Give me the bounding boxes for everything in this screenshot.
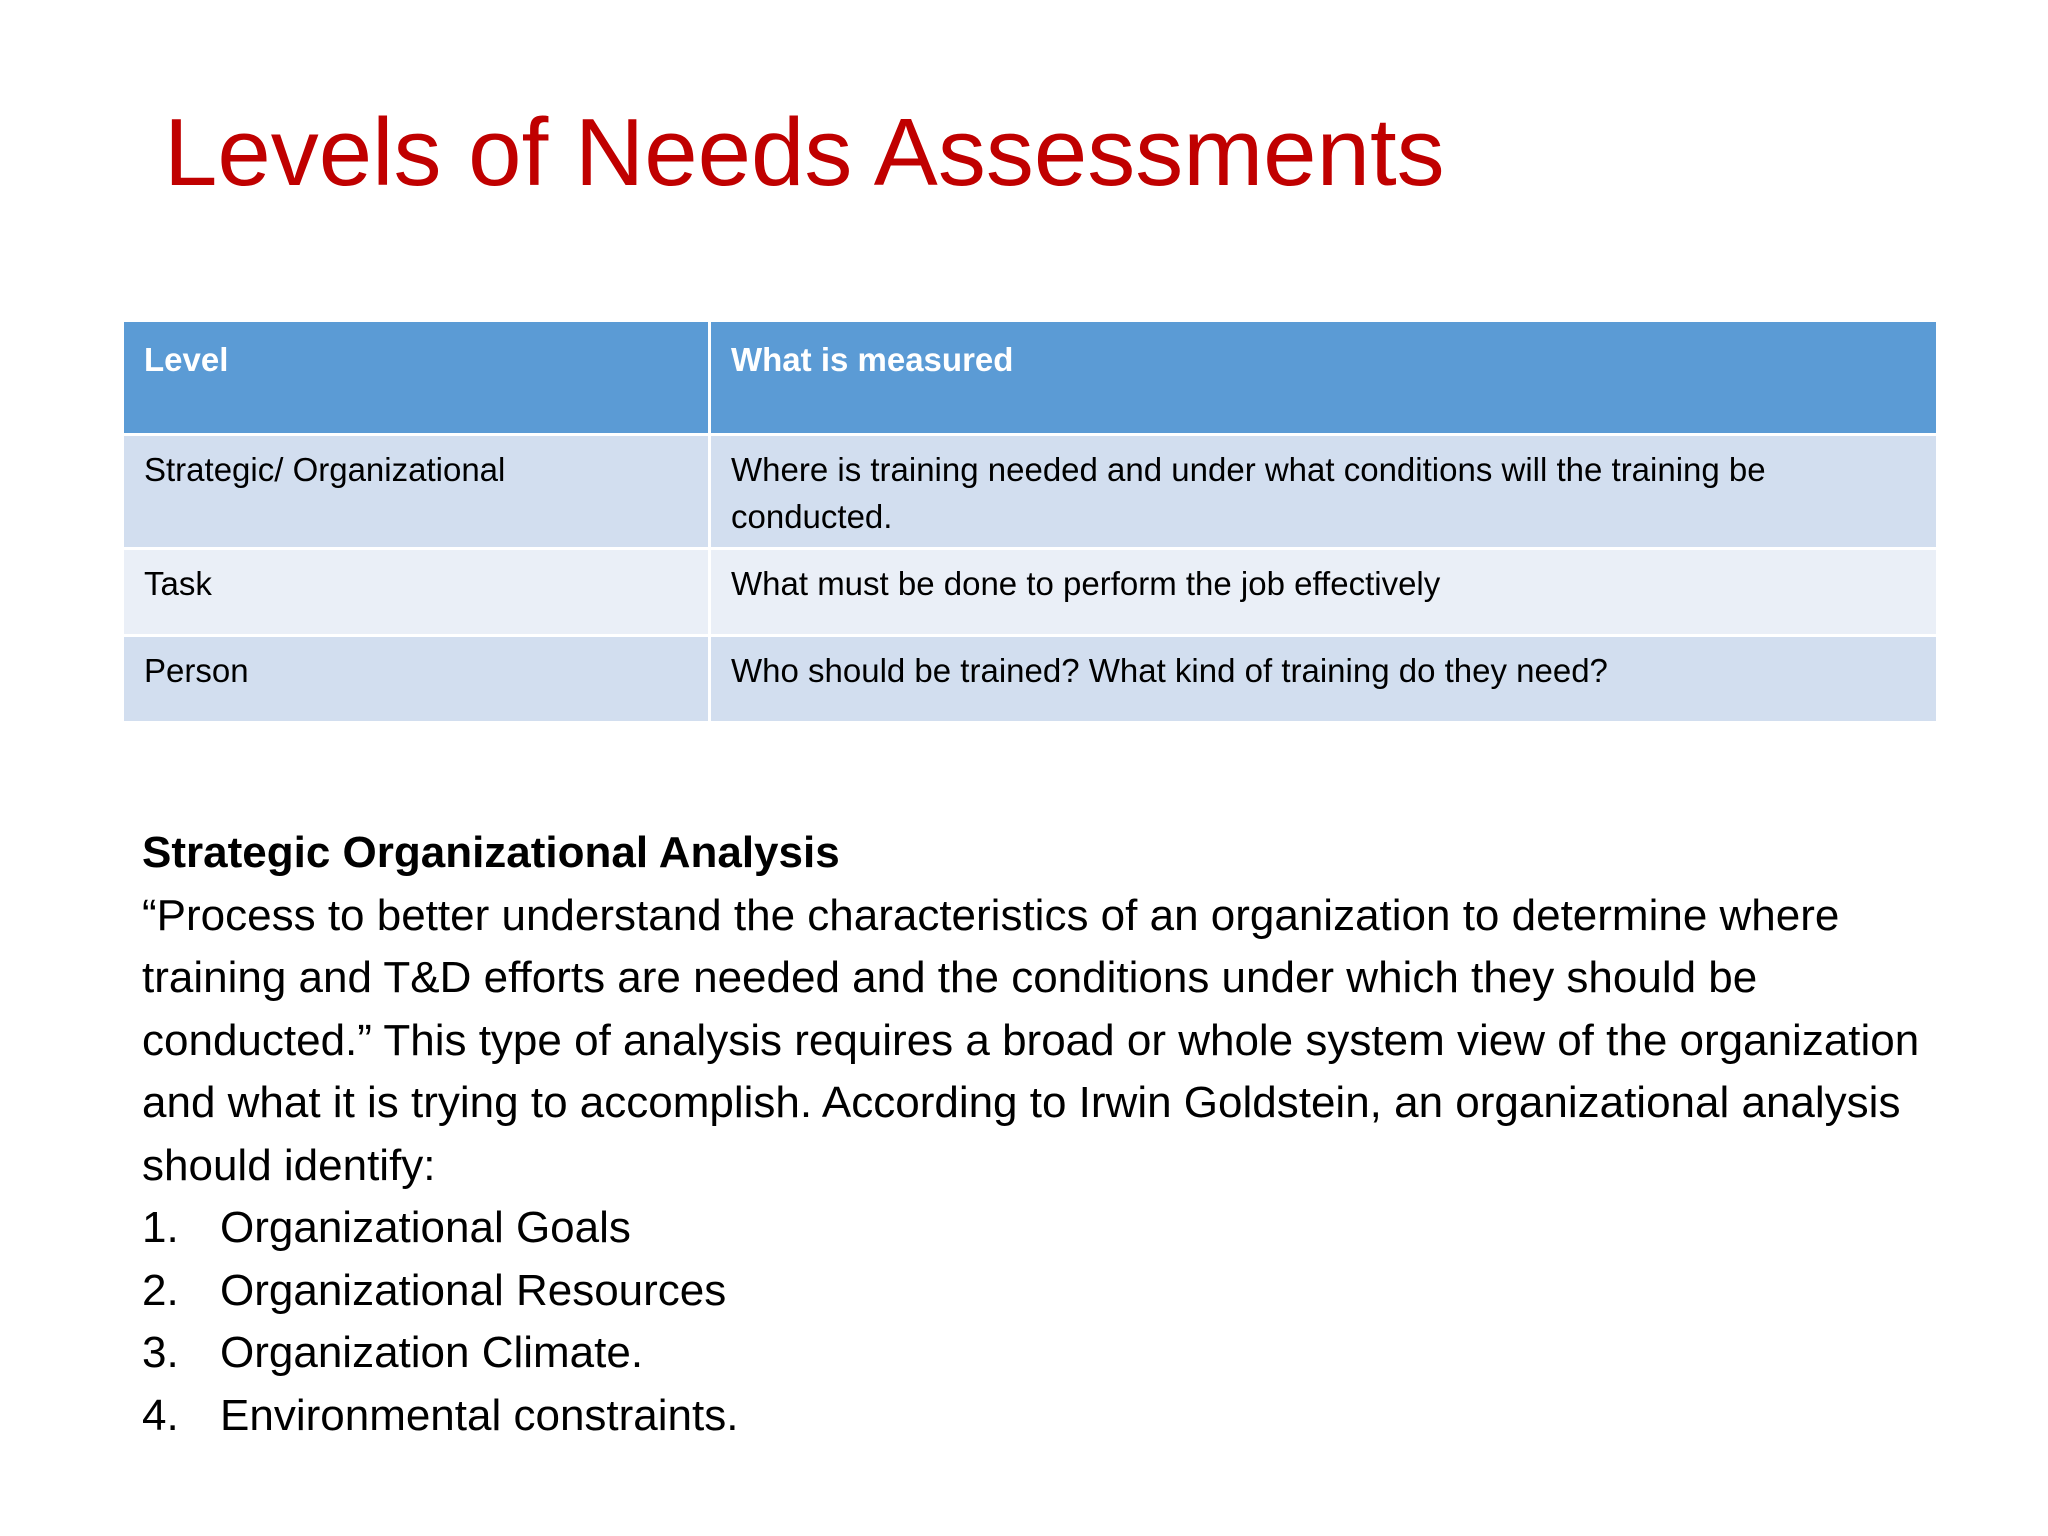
list-text: Organization Climate. xyxy=(220,1328,644,1377)
list-number: 1. xyxy=(142,1203,179,1252)
list-text: Organizational Goals xyxy=(220,1203,631,1252)
table-header-row xyxy=(123,321,1938,435)
list-text: Environmental constraints. xyxy=(220,1390,739,1440)
list-item xyxy=(142,1197,1942,1260)
needs-levels-table xyxy=(121,319,1939,724)
list-item xyxy=(142,1385,1942,1448)
list-item xyxy=(142,1322,1942,1385)
cell-level: Task xyxy=(123,549,710,636)
list-number: 4. xyxy=(142,1390,179,1440)
header-level: Level xyxy=(123,321,710,435)
list-item xyxy=(142,1260,1942,1323)
header-what-is-measured: What is measured xyxy=(710,321,1938,435)
analysis-heading: Strategic Organizational Analysis xyxy=(142,828,840,877)
table-row xyxy=(123,549,1938,636)
cell-measured: Who should be trained? What kind of training do they need? xyxy=(710,636,1938,723)
slide-title: Levels of Needs Assessments xyxy=(164,99,1445,206)
analysis-section xyxy=(142,822,1942,1447)
list-number: 3. xyxy=(142,1328,179,1377)
table-row xyxy=(123,435,1938,549)
cell-measured: What must be done to perform the job effectively xyxy=(710,549,1938,636)
analysis-list xyxy=(142,1197,1942,1447)
cell-measured: Where is training needed and under what conditions will the training be conducted. xyxy=(710,435,1938,549)
cell-level: Person xyxy=(123,636,710,723)
table-row xyxy=(123,636,1938,723)
list-text: Organizational Resources xyxy=(220,1265,727,1315)
cell-level: Strategic/ Organizational xyxy=(123,435,710,549)
list-number: 2. xyxy=(142,1265,179,1315)
analysis-paragraph: “Process to better understand the characteristics of an organization to determine where training and T&D efforts are needed and the conditions under which they should be conducted.” This type of analysis requires a broad or whole system view of the organization and what it is trying to accomplish. According to Irwin Goldstein, an organizational analysis should identify: xyxy=(142,890,1920,1190)
